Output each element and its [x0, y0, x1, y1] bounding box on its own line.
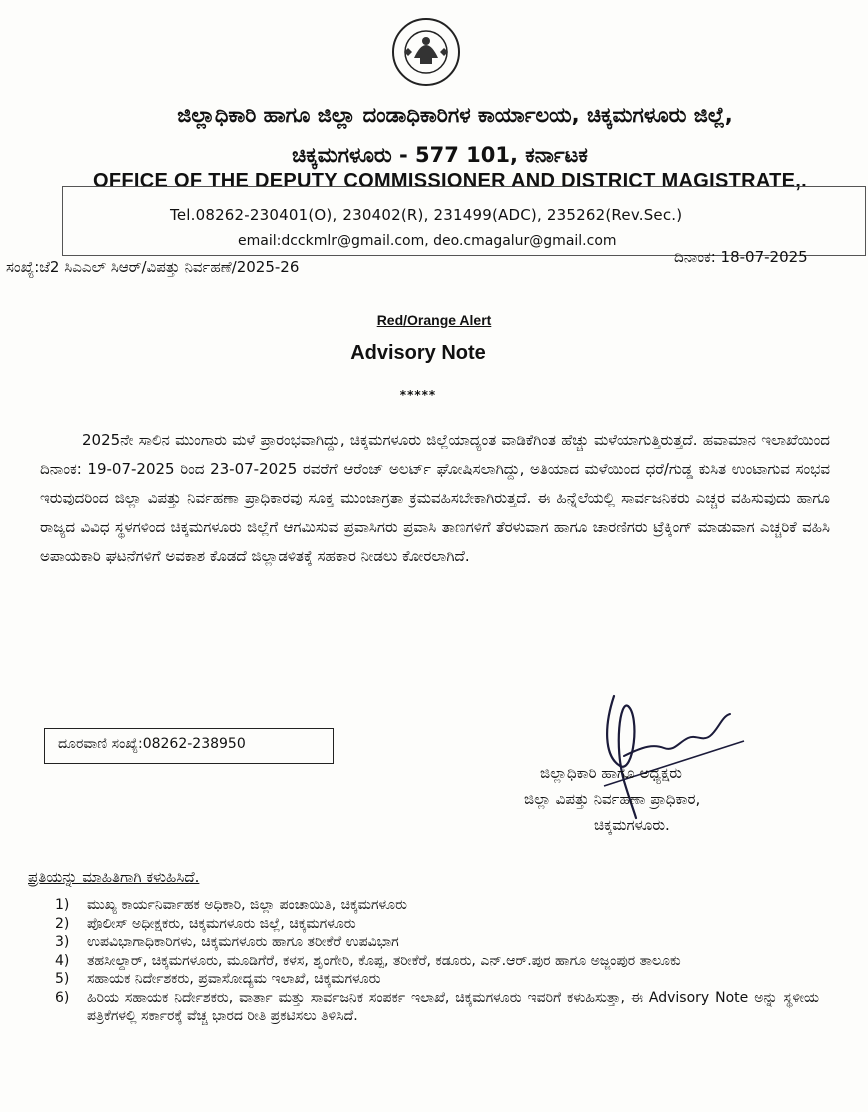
list-item-text: ಮುಖ್ಯ ಕಾರ್ಯನಿರ್ವಾಹಕ ಅಧಿಕಾರಿ, ಜಿಲ್ಲಾ ಪಂಚಾಯಿತಿ, ಚಿಕ್ಕಮಗಳೂರು	[87, 897, 407, 913]
list-item	[55, 896, 819, 915]
office-name-english: OFFICE OF THE DEPUTY COMMISSIONER AND DISTRICT MAGISTRATE,.	[92, 170, 807, 192]
copies-list	[55, 896, 819, 1026]
advisory-heading: Advisory Note	[350, 342, 486, 364]
list-item	[55, 933, 819, 952]
signatory-line3: ಚಿಕ್ಕಮಗಳೂರು.	[594, 816, 670, 834]
list-item	[55, 989, 819, 1026]
advisory-body-paragraph: 2025ನೇ ಸಾಲಿನ ಮುಂಗಾರು ಮಳೆ ಪ್ರಾರಂಭವಾಗಿದ್ದು, ಚಿಕ್ಕಮಗಳೂರು ಜಿಲ್ಲೆಯಾದ್ಯಂತ ವಾಡಿಕೆಗಿಂತ ಹೆಚ್ಚು ಮಳೆಯಾಗುತ್ತಿರುತ್ತದೆ. ಹವಾಮಾನ ಇಲಾಖೆಯಿಂದ ದಿನಾಂಕ: 19-07-2025 ರಿಂದ 23-07-2025 ರವರೆಗೆ ಆರೆಂಜ್ ಅಲರ್ಟ್ ಘೋಷಿಸಲಾಗಿದ್ದು, ಅತಿಯಾದ ಮಳೆಯಿಂದ ಧರೆ/ಗುಡ್ಡ ಕುಸಿತ ಉಂಟಾಗುವ ಸಂಭವ ಇರುವುದರಿಂದ ಜಿಲ್ಲಾ ವಿಪತ್ತು ನಿರ್ವಹಣಾ ಪ್ರಾಧಿಕಾರವು ಸೂಕ್ತ ಮುಂಜಾಗ್ರತಾ ಕ್ರಮವಹಿಸಬೇಕಾಗಿರುತ್ತದೆ. ಈ ಹಿನ್ನೆಲೆಯಲ್ಲಿ ಸಾರ್ವಜನಿಕರು ಎಚ್ಚರ ವಹಿಸುವುದು ಹಾಗೂ ರಾಜ್ಯದ ವಿವಿಧ ಸ್ಥಳಗಳಿಂದ ಚಿಕ್ಕಮಗಳೂರು ಜಿಲ್ಲೆಗೆ ಆಗಮಿಸುವ ಪ್ರವಾಸಿಗರು ಪ್ರವಾಸಿ ತಾಣಗಳಿಗೆ ತೆರಳುವಾಗ ಹಾಗೂ ಚಾರಣಿಗರು ಟ್ರೆಕ್ಕಿಂಗ್ ಮಾಡುವಾಗ ಎಚ್ಚರಿಕೆ ವಹಿಸಿ ಅಪಾಯಕಾರಿ ಘಟನೆಗಳಿಗೆ ಅವಕಾಶ ಕೊಡದೆ ಜಿಲ್ಲಾಡಳಿತಕ್ಕೆ ಸಹಕಾರ ನೀಡಲು ಕೋರಲಾಗಿದೆ.	[40, 431, 830, 565]
list-item-number: 6)	[55, 989, 70, 1006]
signatory-line1: ಜಿಲ್ಲಾಧಿಕಾರಿ ಹಾಗೂ ಅಧ್ಯಕ್ಷರು	[540, 764, 682, 782]
list-item-number: 5)	[55, 971, 70, 987]
list-item-number: 1)	[55, 897, 70, 913]
list-item-number: 3)	[55, 934, 70, 950]
list-item-text: ಹಿರಿಯ ಸಹಾಯಕ ನಿರ್ದೇಶಕರು, ವಾರ್ತಾ ಮತ್ತು ಸಾರ್ವಜನಿಕ ಸಂಪರ್ಕ ಇಲಾಖೆ, ಚಿಕ್ಕಮಗಳೂರು ಇವರಿಗೆ ಕಳುಹಿಸುತ್ತಾ, ಈ Advisory Note ಅನ್ನು ಸ್ಥಳೀಯ ಪತ್ರಿಕೆಗಳಲ್ಲಿ ಸರ್ಕಾರಕ್ಕೆ ವೆಚ್ಚ ಭಾರದ ರೀತಿ ಪ್ರಕಟಿಸಲು ತಿಳಿಸಿದೆ.	[87, 989, 819, 1024]
list-item	[55, 970, 819, 989]
email-addresses: email:dcckmlr@gmail.com, deo.cmagalur@gmail.com	[238, 233, 617, 249]
list-item-text: ಉಪವಿಭಾಗಾಧಿಕಾರಿಗಳು, ಚಿಕ್ಕಮಗಳೂರು ಹಾಗೂ ತರೀಕೆರೆ ಉಪವಿಭಾಗ	[87, 934, 399, 950]
reference-number: ಸಂಖ್ಯೆ:ಜೆ2 ಸಿಎಎಲ್ ಸಿಆರ್/ವಿಪತ್ತು ನಿರ್ವಹಣೆ/2025-26	[6, 258, 300, 276]
office-name-kannada-line1: ಜಿಲ್ಲಾಧಿಕಾರಿ ಹಾಗೂ ಜಿಲ್ಲಾ ದಂಡಾಧಿಕಾರಿಗಳ ಕಾರ್ಯಾಲಯ, ಚಿಕ್ಕಮಗಳೂರು ಜಿಲ್ಲೆ,	[177, 103, 733, 127]
alert-heading: Red/Orange Alert	[376, 312, 492, 328]
list-item-text: ಸಹಾಯಕ ನಿರ್ದೇಶಕರು, ಪ್ರವಾಸೋದ್ಯಮ ಇಲಾಖೆ, ಚಿಕ್ಕಮಗಳೂರು	[87, 971, 381, 987]
list-item	[55, 915, 819, 934]
karnataka-emblem-icon	[390, 14, 462, 100]
signatory-line2: ಜಿಲ್ಲಾ ವಿಪತ್ತು ನಿರ್ವಹಣಾ ಪ್ರಾಧಿಕಾರ,	[524, 790, 701, 808]
telephone-numbers: Tel.08262-230401(O), 230402(R), 231499(ADC), 235262(Rev.Sec.)	[170, 206, 683, 224]
list-item-number: 4)	[55, 952, 70, 969]
copies-heading: ಪ್ರತಿಯನ್ನು ಮಾಹಿತಿಗಾಗಿ ಕಳುಹಿಸಿದೆ.	[28, 868, 200, 886]
phone-number: ದೂರವಾಣಿ ಸಂಖ್ಯೆ:08262-238950	[58, 736, 246, 752]
list-item-text: ಪೊಲೀಸ್ ಅಧೀಕ್ಷಕರು, ಚಿಕ್ಕಮಗಳೂರು ಜಿಲ್ಲೆ, ಚಿಕ್ಕಮಗಳೂರು	[87, 915, 356, 932]
letter-date: ದಿನಾಂಕ: 18-07-2025	[674, 248, 808, 266]
list-item	[55, 952, 819, 971]
list-item-text: ತಹಸೀಲ್ದಾರ್, ಚಿಕ್ಕಮಗಳೂರು, ಮೂಡಿಗೆರೆ, ಕಳಸ, ಶೃಂಗೇರಿ, ಕೊಪ್ಪ, ತರೀಕೆರೆ, ಕಡೂರು, ಎನ್.ಆರ್.ಪುರ ಹಾಗೂ ಅಜ್ಜಂಪುರ ತಾಲೂಕು	[87, 952, 681, 969]
separator-stars: *****	[399, 388, 437, 402]
office-name-kannada-line2: ಚಿಕ್ಕಮಗಳೂರು - 577 101, ಕರ್ನಾಟಕ	[292, 143, 588, 167]
list-item-number: 2)	[55, 915, 70, 932]
